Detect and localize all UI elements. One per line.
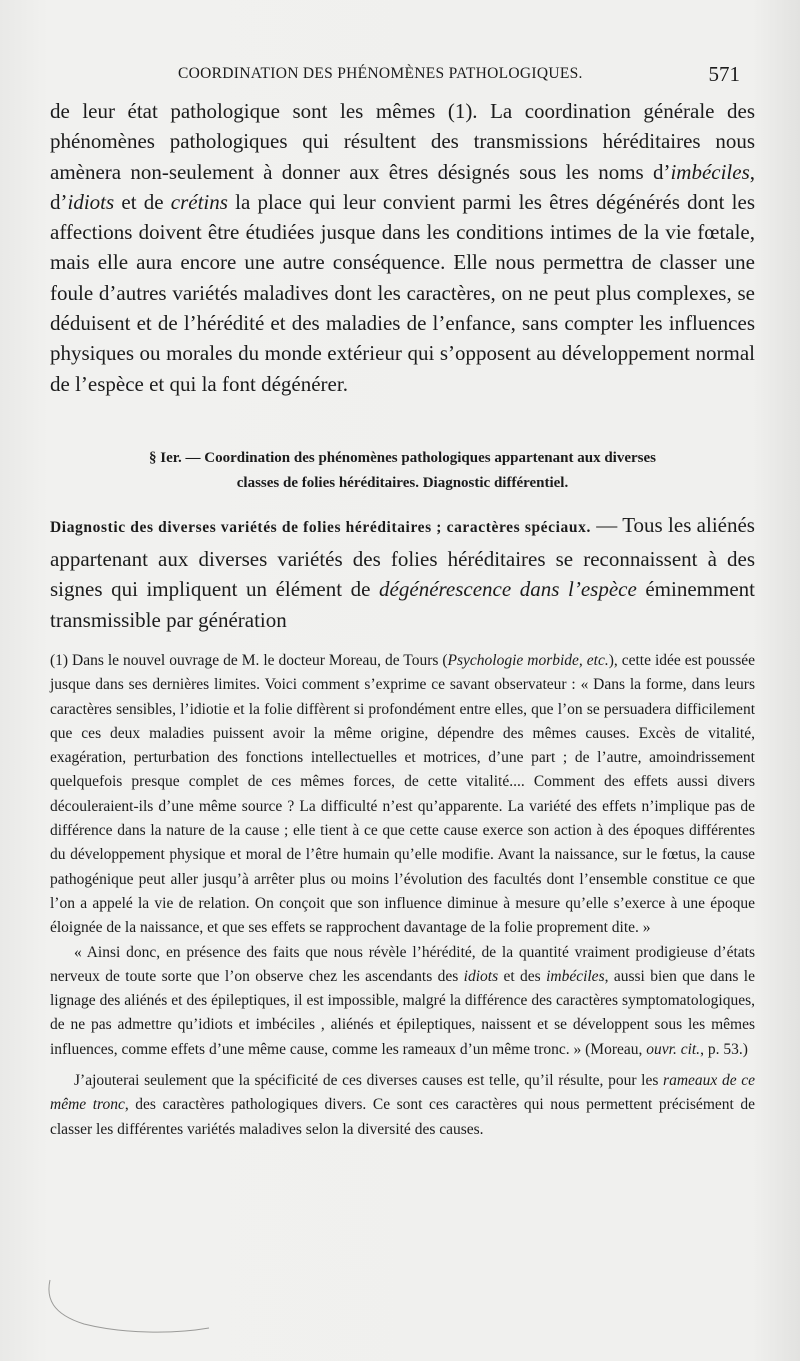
footnote-conclusion [50,1069,755,1142]
text-run: , des caractères pathologiques divers. Ce sont ces caractères qui nous permettent précisément de classer les différentes variétés maladives selon la diversité des causes. [50,1096,755,1138]
subsection-paragraph [50,510,755,635]
section-heading-line-1: § Ier. — Coordination des phénomènes pathologiques appartenant aux diverses [148,450,656,466]
footnote-quote [50,941,755,1062]
text-run: « Ainsi donc, en présence des faits que nous révèle l’hérédité, de la quantité vraiment prodigieuse d’états nerveux de toute sorte que l’on observe chez les ascendants des [50,943,755,985]
italic-term: ouvr. cit. [646,1040,701,1058]
section-heading-line-2: classes de folies héréditaires. Diagnostic différentiel. [236,475,569,491]
text-run: et de [114,189,171,214]
subsection-runin-title: Diagnostic des diverses variétés de folies héréditaires ; caractères spéciaux. [50,519,591,536]
text-run: (1) Dans le nouvel ouvrage de M. le docteur Moreau, de Tours ( [50,652,448,669]
text-run: — Tous les aliénés appartenant aux diverses variétés des folies héréditaires se reconnaissent à des signes qui impliquent un élément de [50,513,755,601]
section-heading [50,446,755,496]
curl-line [49,1280,209,1332]
italic-term: imbéciles [546,967,605,985]
italic-term: rameaux de ce même tronc [50,1072,756,1114]
text-run: et des [498,967,547,985]
italic-term: Psychologie morbide, etc. [447,652,609,669]
text-run: de leur état pathologique sont les mêmes (1). La coordination générale des phénomènes pathologiques qui résultent des transmissions héréditaires nous amènera non-seulement à donner aux êtres désignés sous les noms [50,99,755,184]
main-paragraph [50,96,755,399]
text-run: éminemment transmissible par génération [50,577,755,632]
text-run: , aussi bien que dans le lignage des aliénés et des épileptiques, il est impossible, malgré la différence des caractères symptomatologiques, de ne pas admettre qu’idiots et imbéciles , aliénés et épileptiques, naissent et se développent sous les mêmes influences, comme effets d’une même cause, comme les rameaux d’un même tronc. » (Moreau, [50,967,755,1058]
page-header [50,62,740,88]
footnote-1 [50,649,755,941]
footnotes [50,649,755,1142]
text-run: d’ [652,159,671,184]
page-number: 571 [708,62,740,86]
italic-term: idiots [463,967,499,985]
paper-curl-mark [44,1278,214,1338]
text-run: d’ [50,189,68,214]
text-run: , p. 53.) [700,1040,748,1058]
italic-term: crétins [170,189,228,214]
italic-term: imbéciles [670,159,750,184]
paragraph-1 [50,96,755,399]
italic-term: idiots [67,189,115,214]
text-run: ), cette idée est poussée jusque dans ses dernières limites. Voici comment s’exprime ce savant observateur : « Dans la forme, dans leurs caractères sensibles, l’idiotie et la folie diffèrent si profondément entre elles, que l’on se persuadera difficilement que ces deux maladies puissent avoir la même origine, dépendre des mêmes causes. Excès de vitalité, exagération, perturbation des fonctions intellectuelles et motrices, d’une part ; de l’autre, amoindrissement quelquefois presque complet de ces mêmes forces, de cette vitalité.... Comment des effets aussi divers découleraient-ils d’une même source ? La difficulté n’est qu’apparente. La variété des effets n’implique pas de différence dans la nature de la cause ; elle tient à ce que cette cause exerce son action à des époques différentes du développement physique et moral de l’être humain qu’elle modifie. Avant la naissance, sur le fœtus, la cause pathogénique peut aller jusqu’à arrêter plus ou moins l’évolution des facultés dont l’ensemble constitue ce que l’on a appelé la vie de relation. On conçoit que son influence diminue à mesure qu’elle s’exerce à une époque éloignée de la naissance, et que ses effets se rapprochent davantage de la folie proprement dite. » [50,652,756,937]
text-run: la place qui leur convient parmi les êtres dégénérés dont les affections doivent être étudiées jusque dans les conditions intimes de la vie fœtale, mais elle aura encore une autre conséquence. Elle nous permettra de classer une foule d’autres variétés maladives dont les caractères, on ne peut plus complexes, se déduisent et de l’hérédité et des maladies de l’enfance, sans compter les influences physiques ou morales du monde extérieur qui s’opposent au développement normal de l’espèce et qui la font dégénérer. [50,189,755,396]
text-run: J’ajouterai seulement que la spécificité de ces diverses causes est telle, qu’il résulte, pour les [74,1072,664,1090]
italic-term: dégénérescence dans l’espèce [379,577,637,601]
text-run: , [749,159,755,184]
running-title: COORDINATION DES PHÉNOMÈNES PATHOLOGIQUES. [178,65,583,82]
